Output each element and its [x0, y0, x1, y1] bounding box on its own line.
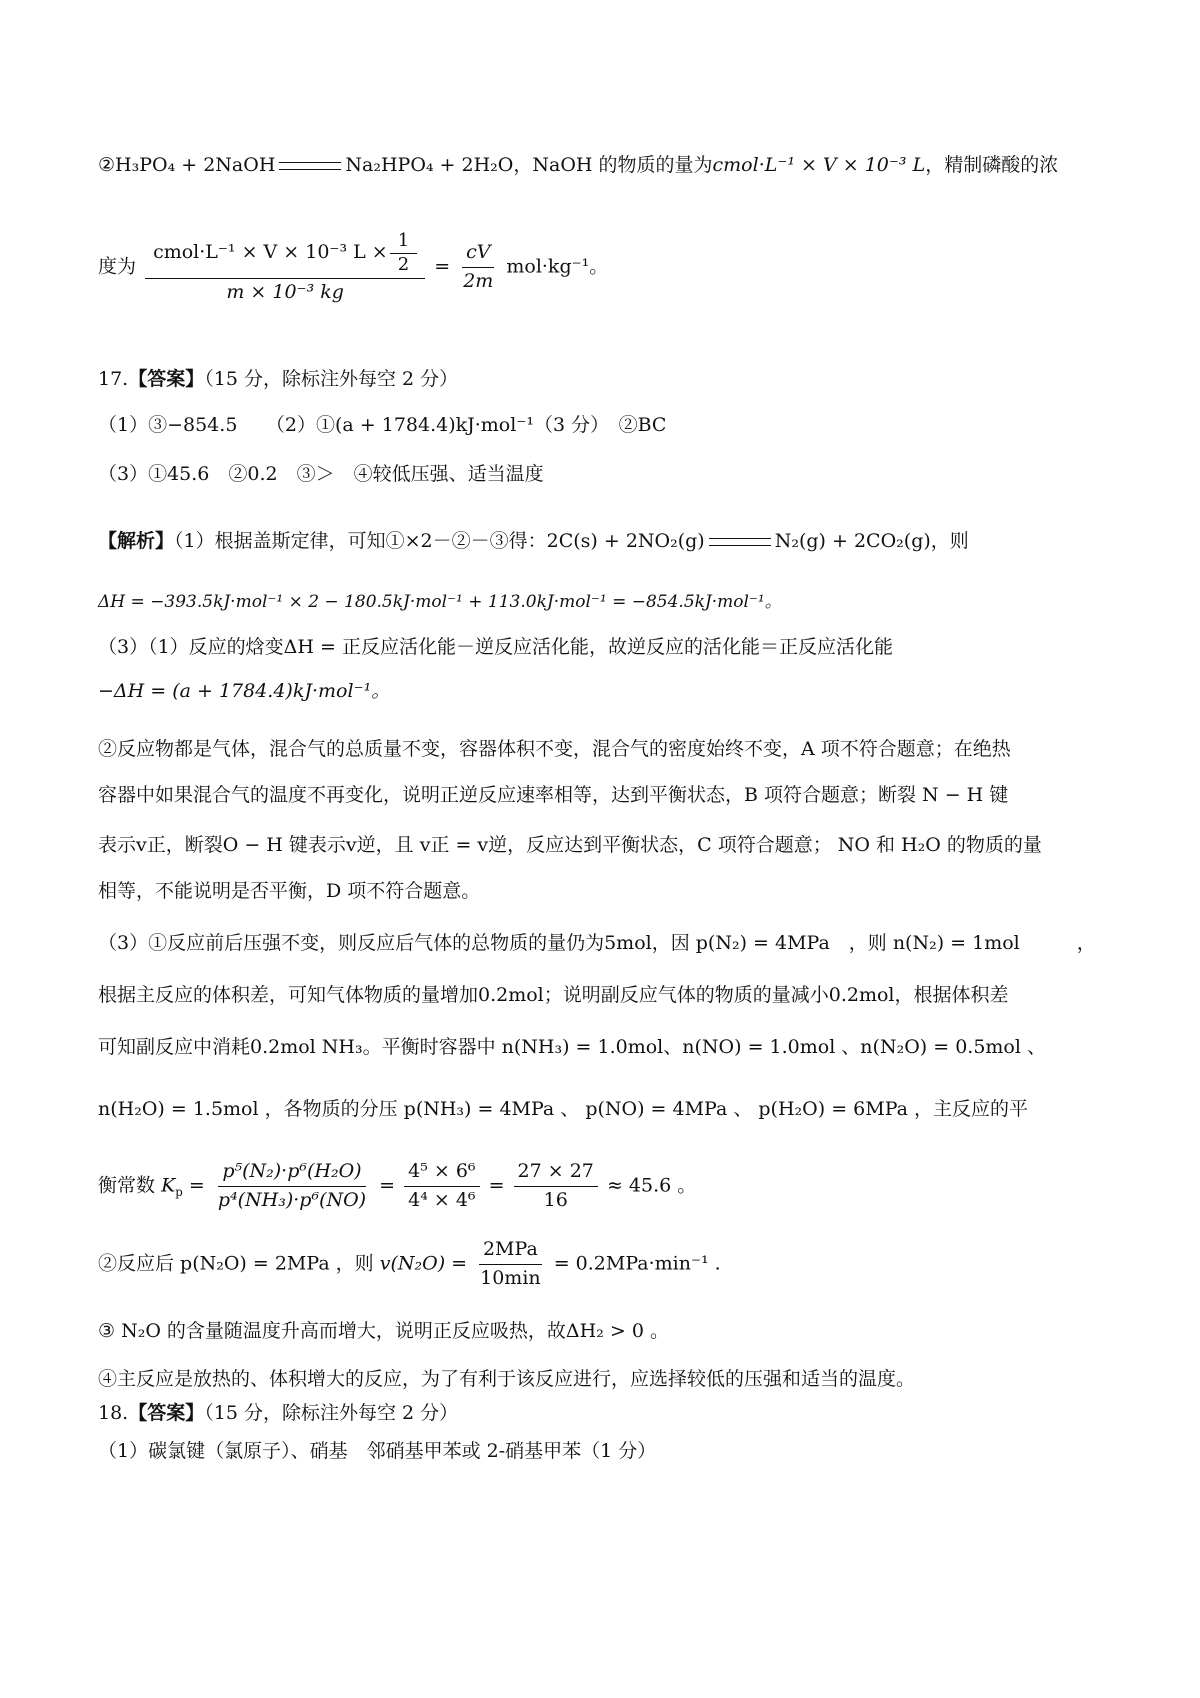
explanation-tag: 【解析】 [98, 530, 175, 552]
q16-line-2 [98, 230, 1140, 305]
q17-para2-line-3: 表示v正，断裂O − H 键表示v逆，且 v正 = v逆，反应达到平衡状态，C 项符合题意； NO 和 H₂O 的物质的量 [98, 834, 1042, 856]
q17-explanation-line-4: −ΔH = (a + 1784.4)kJ·mol⁻¹。 [98, 680, 391, 702]
q18-answer-line-1: （1）碳氯键（氯原子）、硝基 邻硝基甲苯或 2-硝基甲苯（1 分） [98, 1440, 657, 1462]
result-unit: mol·kg⁻¹ [506, 255, 590, 278]
q18-answer-tag: 【答案】 [128, 1402, 205, 1424]
kp-equals-2: = [379, 1174, 396, 1197]
rate-text: ②反应后 p(N₂O) = 2MPa ，则 [98, 1252, 374, 1275]
q16-line-1 [98, 154, 1140, 178]
kp-result: ≈ 45.6 。 [606, 1174, 697, 1197]
kp-prefix: 衡常数 [98, 1174, 156, 1197]
kp-subscript: p [175, 1185, 183, 1200]
q16-eq-left: H₃PO₄ + 2NaOH [115, 154, 276, 176]
kp-equals: = [188, 1174, 205, 1197]
hess-eq-left: 2C(s) + 2NO₂(g) [546, 530, 705, 552]
concentration-denominator: m × 10⁻³ kg [226, 281, 344, 304]
kp-denominator-1: p⁴(NH₃)·p⁶(NO) [217, 1188, 367, 1211]
hess-eq-right: N₂(g) + 2CO₂(g) [774, 530, 931, 552]
rate-expression [98, 1238, 1140, 1291]
kp-numerator-3: 27 × 27 [514, 1160, 598, 1187]
rate-numerator: 2MPa [479, 1238, 542, 1265]
q16-tail: ，精制磷酸的浓 [925, 154, 1059, 176]
rate-denominator: 10min [480, 1266, 541, 1289]
q17-para5: ③ N₂O 的含量随温度升高而增大，说明正反应吸热，故ΔH₂ > 0 。 [98, 1320, 669, 1342]
rate-result: = 0.2MPa·min⁻¹ . [553, 1252, 721, 1275]
q17-enthalpy-calc: ΔH = −393.5kJ·mol⁻¹ × 2 − 180.5kJ·mol⁻¹ + 113.0kJ·mol⁻¹ = −854.5kJ·mol⁻¹。 [98, 592, 782, 612]
kp-numerator-1: p⁵(N₂)·p⁶(H₂O) [218, 1160, 365, 1187]
equilibrium-sign [279, 162, 341, 170]
explanation-text: （1）根据盖斯定律，可知①×2－②－③得： [174, 530, 547, 552]
kp-expression [98, 1160, 1140, 1213]
kp-denominator-3: 16 [543, 1188, 568, 1211]
q17-explanation-line-3: （3）（1）反应的焓变ΔH = 正反应活化能－逆反应活化能，故逆反应的活化能＝正反应活化能 [98, 636, 893, 658]
q17-para3-line-1: （3）①反应前后压强不变，则反应后气体的总物质的量仍为5mol，因 p(N₂) = 4MPa ，则 n(N₂) = 1mol ， [98, 932, 1096, 954]
equals-sign: = [434, 255, 451, 278]
q17-para2-line-1: ②反应物都是气体，混合气的总质量不变，容器体积不变，混合气的密度始终不变，A 项不符合题意；在绝热 [98, 738, 1011, 760]
q18-number: 18. [98, 1402, 129, 1424]
rate-fraction [476, 1238, 545, 1291]
kp-fraction-2 [404, 1160, 479, 1213]
q16-eq-right: Na₂HPO₄ + 2H₂O [345, 154, 514, 176]
result-denominator: 2m [463, 269, 494, 292]
q16-line2-prefix: 度为 [98, 255, 137, 278]
rate-symbol: v(N₂O) = [379, 1252, 468, 1275]
q17-score-note: （15 分，除标注外每空 2 分） [204, 368, 459, 390]
q17-explanation-line-1 [98, 530, 1140, 554]
q17-para3-line-2: 根据主反应的体积差，可知气体物质的量增加0.2mol；说明副反应气体的物质的量减小0.2mol，根据体积差 [98, 984, 1009, 1006]
kp-fraction-1 [214, 1160, 370, 1213]
q16-amount: cmol·L⁻¹ × V × 10⁻³ L [712, 154, 926, 176]
kp-fraction-3 [514, 1160, 598, 1213]
q17-answer-line-1: （1）③−854.5 （2）①(a + 1784.4)kJ·mol⁻¹（3 分） ②BC [98, 414, 667, 436]
kp-numerator-2: 4⁵ × 6⁶ [404, 1160, 479, 1187]
q17-answer-line-2: （3）①45.6 ②0.2 ③＞ ④较低压强、适当温度 [98, 463, 544, 485]
explanation-tail: ，则 [930, 530, 969, 552]
q18-score-note: （15 分，除标注外每空 2 分） [204, 1402, 459, 1424]
q18-header [98, 1402, 1140, 1426]
result-numerator: cV [462, 241, 494, 268]
equilibrium-sign [709, 538, 771, 546]
concentration-fraction [145, 230, 425, 305]
q17-number: 17. [98, 368, 129, 390]
kp-symbol: K [161, 1174, 176, 1197]
q17-para2-line-2: 容器中如果混合气的温度不再变化，说明正逆反应速率相等，达到平衡状态，B 项符合题意；断裂 N − H 键 [98, 784, 1009, 806]
q16-prefix: ② [98, 154, 116, 176]
q17-answer-tag: 【答案】 [128, 368, 205, 390]
half-fraction: $\frac{1}{2}$ [390, 230, 417, 276]
kp-denominator-2: 4⁴ × 4⁶ [408, 1188, 476, 1211]
result-fraction [459, 241, 497, 294]
line-end: 。 [589, 255, 609, 278]
q16-mid: ，NaOH 的物质的量为 [513, 154, 713, 176]
q17-header [98, 368, 1140, 392]
q17-para3-line-3: 可知副反应中消耗0.2mol NH₃。平衡时容器中 n(NH₃) = 1.0mol、n(NO) = 1.0mol 、n(N₂O) = 0.5mol 、 [98, 1036, 1046, 1058]
q17-para6: ④主反应是放热的、体积增大的反应，为了有利于该反应进行，应选择较低的压强和适当的温度。 [98, 1368, 916, 1390]
kp-equals-3: = [488, 1174, 505, 1197]
q17-para3-line-4: n(H₂O) = 1.5mol ，各物质的分压 p(NH₃) = 4MPa 、 p(NO) = 4MPa 、 p(H₂O) = 6MPa ，主反应的平 [98, 1098, 1028, 1120]
q17-para2-line-4: 相等，不能说明是否平衡，D 项不符合题意。 [98, 880, 481, 902]
concentration-numerator: cmol·L⁻¹ × V × 10⁻³ L × $\frac{1}{2}$ [145, 230, 425, 279]
